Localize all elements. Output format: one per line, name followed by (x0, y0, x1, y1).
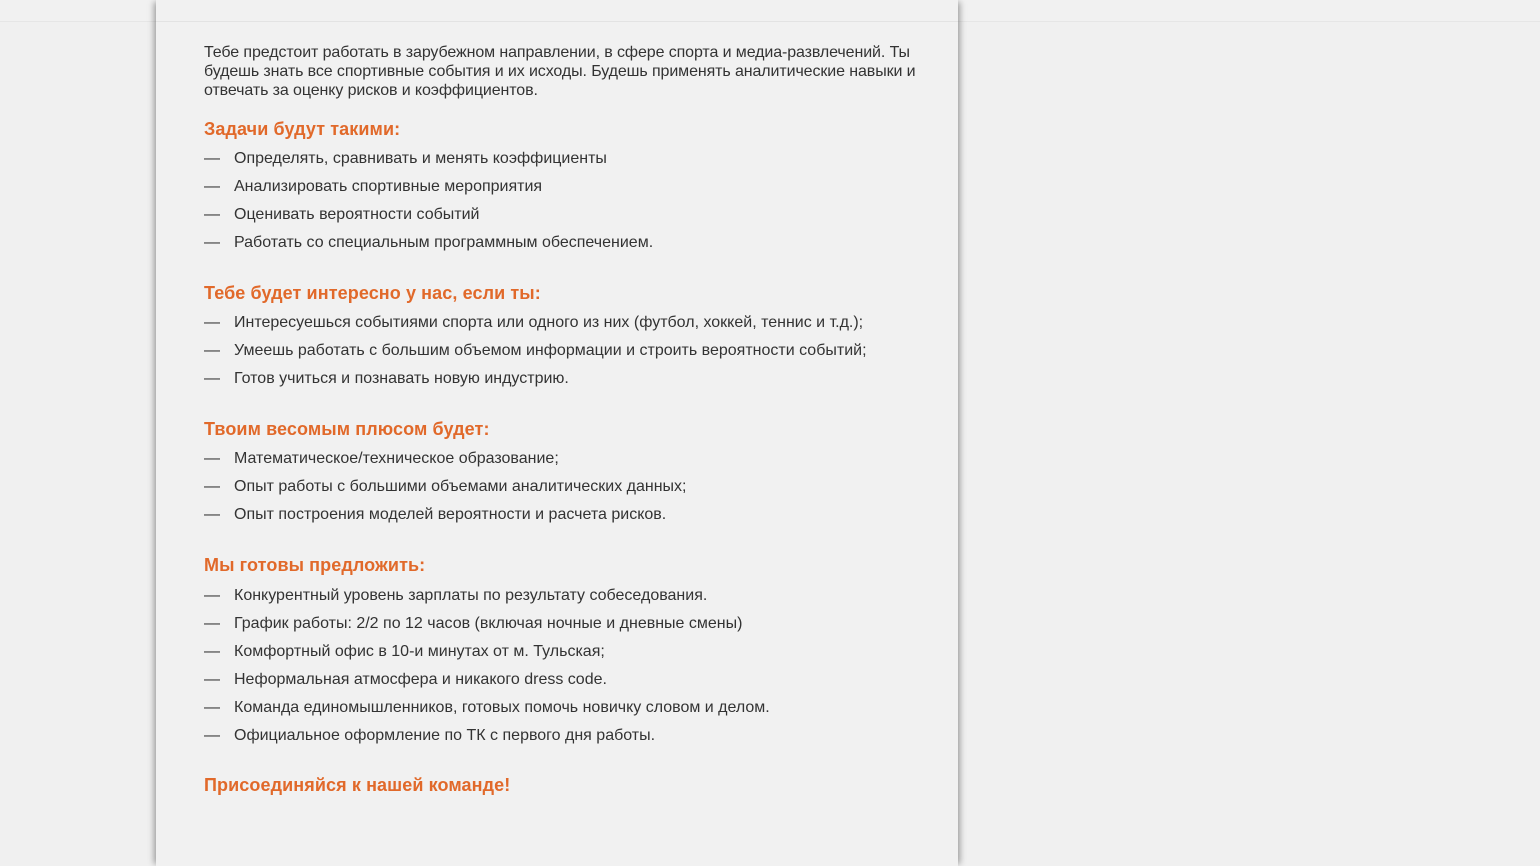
section-title-advantages: Твоим весомым плюсом будет: (204, 419, 490, 439)
list-item (204, 233, 653, 261)
list-item (204, 642, 770, 670)
list-item-text: Официальное оформление по ТК с первого дня работы. (234, 727, 656, 744)
list-item (204, 726, 770, 754)
page-top-divider (156, 0, 958, 22)
list-item (204, 369, 867, 397)
dash-bullet: — (204, 370, 220, 387)
list-item-text: Опыт построения моделей вероятности и расчета рисков. (234, 506, 667, 523)
dash-bullet: — (204, 478, 220, 495)
list-item (204, 177, 653, 205)
dash-bullet: — (204, 342, 220, 359)
list-item-text: Оценивать вероятности событий (234, 206, 480, 223)
tasks-list (204, 149, 653, 261)
list-item (204, 670, 770, 698)
list-item-text: Работать со специальным программным обеспечением. (234, 234, 654, 251)
dash-bullet: — (204, 671, 220, 688)
list-item (204, 614, 770, 642)
list-item (204, 477, 687, 505)
dash-bullet: — (204, 727, 220, 744)
list-item (204, 205, 653, 233)
list-item-text: Умеешь работать с большим объемом информации и строить вероятности событий; (234, 342, 867, 359)
dash-bullet: — (204, 587, 220, 604)
job-description-page (156, 0, 958, 866)
list-item-text: Определять, сравнивать и менять коэффициенты (234, 150, 607, 167)
interest-list (204, 313, 867, 397)
list-item (204, 149, 653, 177)
list-item (204, 698, 770, 726)
intro-paragraph: Тебе предстоит работать в зарубежном направлении, в сфере спорта и медиа-развлечений. Ты будешь знать все спортивные события и их исходы. Будешь применять аналитические навыки и отвечать за оценку рисков и коэффициентов. (204, 44, 916, 99)
list-item-text: Комфортный офис в 10-и минутах от м. Тульская; (234, 643, 605, 660)
dash-bullet: — (204, 643, 220, 660)
list-item-text: Готов учиться и познавать новую индустрию. (234, 370, 569, 387)
dash-bullet: — (204, 506, 220, 523)
section-title-offer: Мы готовы предложить: (204, 555, 426, 575)
list-item-text: Анализировать спортивные мероприятия (234, 178, 543, 195)
dash-bullet: — (204, 314, 220, 331)
list-item-text: График работы: 2/2 по 12 часов (включая ночные и дневные смены) (234, 615, 743, 632)
list-item-text: Конкурентный уровень зарплаты по результату собеседования. (234, 587, 708, 604)
list-item (204, 341, 867, 369)
dash-bullet: — (204, 450, 220, 467)
section-title-interest: Тебе будет интересно у нас, если ты: (204, 283, 541, 303)
advantages-list (204, 449, 687, 533)
dash-bullet: — (204, 615, 220, 632)
list-item (204, 586, 770, 614)
dash-bullet: — (204, 178, 220, 195)
dash-bullet: — (204, 150, 220, 167)
list-item-text: Неформальная атмосфера и никакого dress code. (234, 671, 607, 688)
dash-bullet: — (204, 206, 220, 223)
list-item (204, 505, 687, 533)
list-item-text: Опыт работы с большими объемами аналитических данных; (234, 478, 687, 495)
section-title-tasks: Задачи будут такими: (204, 119, 401, 139)
list-item-text: Команда единомышленников, готовых помочь новичку словом и делом. (234, 699, 770, 716)
offer-list (204, 586, 770, 754)
closing-call-to-action: Присоединяйся к нашей команде! (204, 775, 511, 795)
dash-bullet: — (204, 699, 220, 716)
list-item (204, 313, 867, 341)
job-description-content (204, 43, 924, 795)
list-item-text: Математическое/техническое образование; (234, 450, 559, 467)
list-item-text: Интересуешься событиями спорта или одного из них (футбол, хоккей, теннис и т.д.); (234, 314, 864, 331)
dash-bullet: — (204, 234, 220, 251)
list-item (204, 449, 687, 477)
